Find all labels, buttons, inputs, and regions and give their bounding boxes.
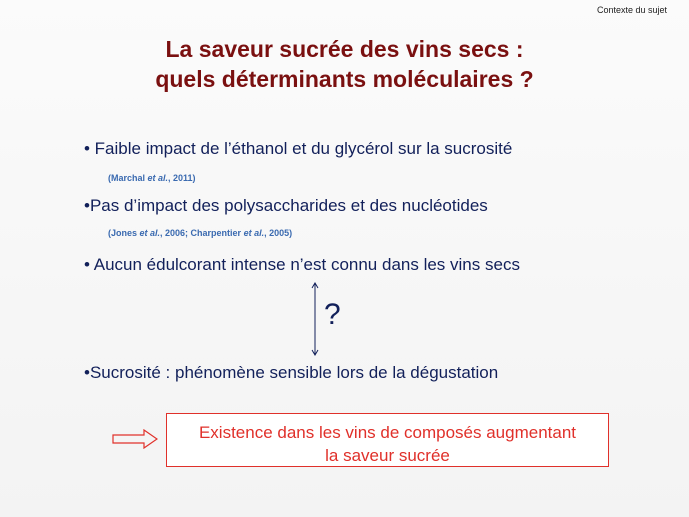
double-arrow-icon [310, 282, 320, 356]
bullet-4: •Sucrosité : phénomène sensible lors de la dégustation [84, 363, 499, 382]
right-arrow-icon [112, 429, 158, 449]
context-label: Contexte du sujet [596, 5, 667, 15]
conclusion-box [166, 413, 609, 467]
conclusion-line-2: la saveur sucrée [325, 446, 450, 465]
reference-2: (Jones et al., 2006; Charpentier et al., 2005) [108, 228, 293, 238]
reference-1: (Marchal et al., 2011) [108, 173, 196, 183]
title-line-2: quels déterminants moléculaires ? [155, 66, 534, 92]
title-line-1: La saveur sucrée des vins secs : [165, 36, 524, 62]
bullet-2: •Pas d’impact des polysaccharides et des nucléotides [84, 196, 488, 215]
conclusion-line-1: Existence dans les vins de composés augmentant [198, 423, 577, 442]
bullet-1: • Faible impact de l’éthanol et du glycérol sur la sucrosité [84, 139, 513, 158]
bullet-3: • Aucun édulcorant intense n’est connu dans les vins secs [84, 255, 520, 274]
question-mark: ? [324, 298, 341, 331]
slide-title [0, 34, 689, 94]
